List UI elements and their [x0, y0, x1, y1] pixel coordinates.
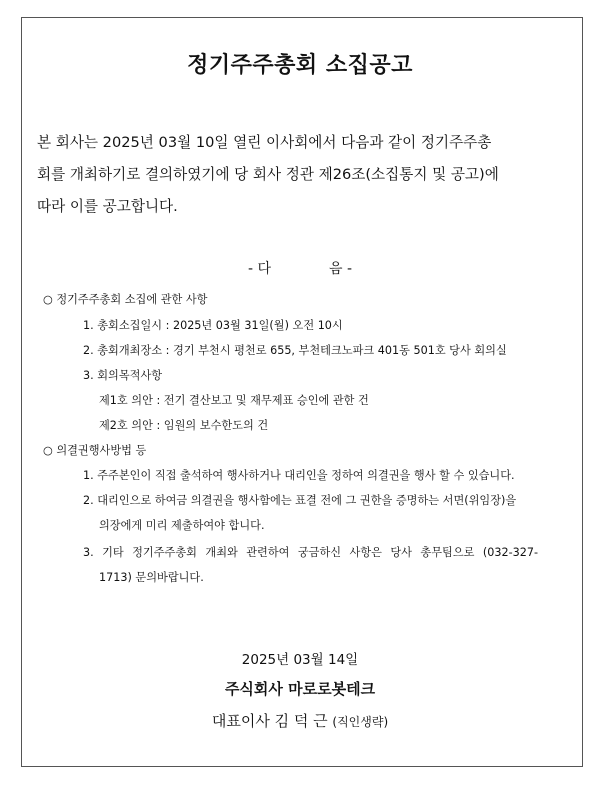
- company-name: 주식회사 마로로봇테크: [224, 680, 376, 698]
- section2-item2-line2: 의장에게 미리 제출하여야 합니다.: [99, 519, 265, 532]
- ceo-signature: [0, 710, 600, 731]
- section2-heading: ○ 의결권행사방법 등: [43, 444, 147, 457]
- section2-item1: 1. 주주본인이 직접 출석하여 행사하거나 대리인을 정하여 의결권을 행사 할 수 있습니다.: [83, 469, 515, 482]
- section1-item1: 1. 총회소집일시 : 2025년 03월 31일(월) 오전 10시: [83, 319, 343, 332]
- intro-line: 회를 개최하기로 결의하였기에 당 회사 정관 제26조(소집통지 및 공고)에: [37, 166, 499, 183]
- ceo-name: 대표이사 김 덕 근: [211, 712, 328, 730]
- dagum-heading: [0, 258, 600, 278]
- section2-item3-line1: 3. 기타 정기주주총회 개최와 관련하여 궁금하신 사항은 당사 총무팀으로 (032-327-: [83, 546, 538, 559]
- intro-line: 본 회사는 2025년 03월 10일 열린 이사회에서 다음과 같이 정기주주총: [37, 134, 492, 151]
- section2-item2-line1: 2. 대리인으로 하여금 의결권을 행사함에는 표결 전에 그 권한을 증명하는 서면(위임장)을: [83, 494, 517, 507]
- dagum-right: 음 -: [329, 261, 353, 277]
- agenda-item2: 제2호 의안 : 임원의 보수한도의 건: [99, 419, 269, 432]
- section1-item3: 3. 회의목적사항: [83, 369, 163, 382]
- notice-date: 2025년 03월 14일: [241, 652, 359, 668]
- intro-line: 따라 이를 공고합니다.: [37, 198, 178, 215]
- agenda-item1: 제1호 의안 : 전기 결산보고 및 재무제표 승인에 관한 건: [99, 394, 369, 407]
- notice-title: 정기주주총회 소집공고: [187, 53, 413, 78]
- section1-heading: ○ 정기주주총회 소집에 관한 사항: [43, 293, 208, 306]
- intro-paragraph: [37, 127, 557, 223]
- seal-omitted-note: (직인생략): [332, 715, 389, 729]
- section2-item3-line2: 1713) 문의바랍니다.: [99, 571, 204, 584]
- section1-item2: 2. 총회개최장소 : 경기 부천시 평천로 655, 부천테크노파크 401동 501호 당사 회의실: [83, 344, 507, 357]
- dagum-left: - 다: [247, 261, 271, 277]
